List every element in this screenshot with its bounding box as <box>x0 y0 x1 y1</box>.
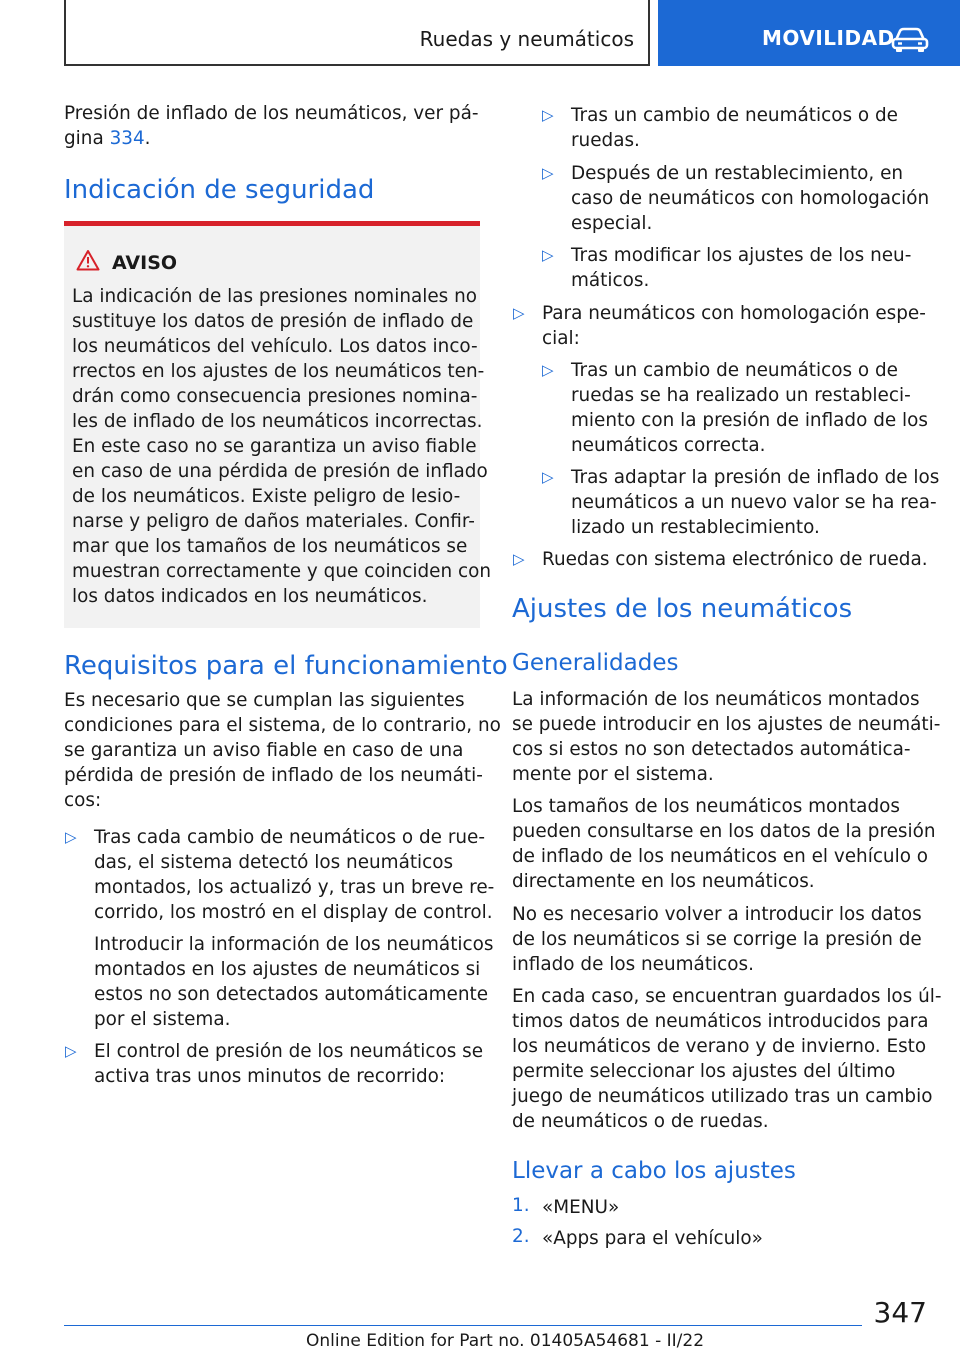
step-number: 2. <box>512 1226 530 1247</box>
bullet-line: Para neumáticos con homologación espe- <box>542 303 926 324</box>
warning-text-line: les de inflado de los neumáticos incorrectas. <box>72 411 483 432</box>
intro-period: . <box>144 128 151 149</box>
paragraph-line: de neumáticos o de ruedas. <box>512 1111 769 1132</box>
warning-text-line: La indicación de las presiones nominales no <box>72 286 478 307</box>
bullet-line: Tras cada cambio de neumáticos o de rue- <box>94 827 485 848</box>
bullet-extra-line: estos no son detectados automáticamente <box>94 984 489 1005</box>
warning-triangle-icon <box>76 249 100 271</box>
warning-text-line: muestran correctamente y que coinciden con <box>72 561 492 582</box>
tire-settings-heading: Ajustes de los neumáticos <box>512 594 853 624</box>
sub-bullet-line: miento con la presión de inflado de los <box>571 410 928 431</box>
footer-divider <box>64 1325 862 1326</box>
warning-text-line: En este caso no se garantiza un aviso fiable <box>72 436 477 457</box>
warning-text-line: mar que los tamaños de los neumáticos se <box>72 536 468 557</box>
sub-bullet-line: Tras un cambio de neumáticos o de <box>571 360 898 381</box>
paragraph-line: Los tamaños de los neumáticos montados <box>512 796 900 817</box>
header-title-frame <box>64 0 650 66</box>
warning-text-line: los neumáticos del vehículo. Los datos inco- <box>72 336 478 357</box>
warning-text-line: de los neumáticos. Existe peligro de lesio- <box>72 486 461 507</box>
bullet-extra-line: Introducir la información de los neumáticos <box>94 934 494 955</box>
paragraph-line: de inflado de los neumáticos en el vehículo o <box>512 846 929 867</box>
paragraph-line: No es necesario volver a introducir los datos <box>512 904 922 925</box>
page-number: 347 <box>873 1296 927 1329</box>
paragraph-line: mente por el sistema. <box>512 764 714 785</box>
bullet-line: corrido, los mostró en el display de control. <box>94 902 493 923</box>
car-icon <box>890 26 930 54</box>
paragraph-line: La información de los neumáticos montados <box>512 689 920 710</box>
paragraph-line: En cada caso, se encuentran guardados los úl- <box>512 986 942 1007</box>
bullet-arrow-icon: ▷ <box>542 164 554 182</box>
paragraph-line: timos datos de neumáticos introducidos para <box>512 1011 929 1032</box>
sub-bullet-line: máticos. <box>571 270 650 291</box>
bullet-line: El control de presión de los neumáticos se <box>94 1041 484 1062</box>
warning-text-line: rrectos en los ajustes de los neumáticos ten- <box>72 361 485 382</box>
footer-edition: Online Edition for Part no. 01405A54681 - II/22 <box>306 1331 705 1351</box>
warning-box <box>64 221 492 628</box>
intro-line-1: Presión de inflado de los neumáticos, ver pá- <box>64 103 479 124</box>
bullet-line: das, el sistema detectó los neumáticos <box>94 852 454 873</box>
sub-bullet-line: neumáticos a un nuevo valor se ha rea- <box>571 492 937 513</box>
bullet-arrow-icon: ▷ <box>542 468 554 486</box>
bullet-arrow-icon: ▷ <box>542 246 554 264</box>
step-text: «MENU» <box>542 1197 620 1218</box>
paragraph-line: inflado de los neumáticos. <box>512 954 754 975</box>
intro-text: gina <box>64 128 110 149</box>
sub-bullet-line: lizado un restablecimiento. <box>571 517 820 538</box>
bullet-line: cial: <box>542 328 580 349</box>
warning-text-line: sustituye los datos de presión de inflado de <box>72 311 474 332</box>
general-heading: Generalidades <box>512 650 679 676</box>
intro-line-2 <box>64 126 151 151</box>
step-number: 1. <box>512 1195 530 1216</box>
bullet-arrow-icon: ▷ <box>513 550 525 568</box>
warning-label: AVISO <box>112 252 178 274</box>
bullet-extra-line: montados en los ajustes de neumáticos si <box>94 959 481 980</box>
sub-bullet-line: ruedas. <box>571 130 640 151</box>
sub-bullet-line: ruedas se ha realizado un restableci- <box>571 385 911 406</box>
warning-text-line: los datos indicados en los neumáticos. <box>72 586 428 607</box>
safety-heading: Indicación de seguridad <box>64 175 375 205</box>
paragraph-line: cos si estos no son detectados automática- <box>512 739 911 760</box>
warning-text-line: en caso de una pérdida de presión de inflado <box>72 461 488 482</box>
bullet-arrow-icon: ▷ <box>542 106 554 124</box>
page-header <box>0 0 960 66</box>
paragraph-line: se puede introducir en los ajustes de neumáti- <box>512 714 941 735</box>
bullet-line: Ruedas con sistema electrónico de rueda. <box>542 549 928 570</box>
requirements-line: se garantiza un aviso fiable en caso de una <box>64 740 464 761</box>
bullet-arrow-icon: ▷ <box>65 828 77 846</box>
paragraph-line: directamente en los neumáticos. <box>512 871 815 892</box>
header-title: Ruedas y neumáticos <box>419 27 634 51</box>
header-section-label: MOVILIDAD <box>762 26 895 50</box>
sub-bullet-line: Tras adaptar la presión de inflado de los <box>571 467 940 488</box>
bullet-arrow-icon: ▷ <box>513 304 525 322</box>
bullet-line: montados, los actualizó y, tras un breve re- <box>94 877 495 898</box>
paragraph-line: permite seleccionar los ajustes del último <box>512 1061 896 1082</box>
bullet-line: activa tras unos minutos de recorrido: <box>94 1066 446 1087</box>
warning-text-line: narse y peligro de daños materiales. Confir- <box>72 511 475 532</box>
sub-bullet-line: caso de neumáticos con homologación <box>571 188 930 209</box>
requirements-line: pérdida de presión de inflado de los neumáti- <box>64 765 483 786</box>
paragraph-line: los neumáticos de verano y de invierno. Esto <box>512 1036 927 1057</box>
header-section-tab <box>658 0 960 66</box>
bullet-arrow-icon: ▷ <box>542 361 554 379</box>
bullet-extra-line: por el sistema. <box>94 1009 231 1030</box>
requirements-heading: Requisitos para el funcionamiento <box>64 651 508 681</box>
sub-bullet-line: Después de un restablecimiento, en <box>571 163 904 184</box>
bullet-arrow-icon: ▷ <box>65 1042 77 1060</box>
sub-bullet-line: especial. <box>571 213 653 234</box>
paragraph-line: pueden consultarse en los datos de la presión <box>512 821 936 842</box>
step-text: «Apps para el vehículo» <box>542 1228 763 1249</box>
requirements-line: condiciones para el sistema, de lo contrario, no <box>64 715 501 736</box>
page-reference-link[interactable]: 334 <box>109 128 145 149</box>
sub-bullet-line: Tras un cambio de neumáticos o de <box>571 105 898 126</box>
paragraph-line: juego de neumáticos utilizado tras un cambio <box>512 1086 933 1107</box>
sub-bullet-line: neumáticos correcta. <box>571 435 766 456</box>
sub-bullet-line: Tras modificar los ajustes de los neu- <box>571 245 912 266</box>
requirements-line: cos: <box>64 790 102 811</box>
requirements-line: Es necesario que se cumplan las siguientes <box>64 690 465 711</box>
paragraph-line: de los neumáticos si se corrige la presión de <box>512 929 922 950</box>
steps-heading: Llevar a cabo los ajustes <box>512 1158 796 1184</box>
warning-text-line: drán como consecuencia presiones nomina- <box>72 386 478 407</box>
